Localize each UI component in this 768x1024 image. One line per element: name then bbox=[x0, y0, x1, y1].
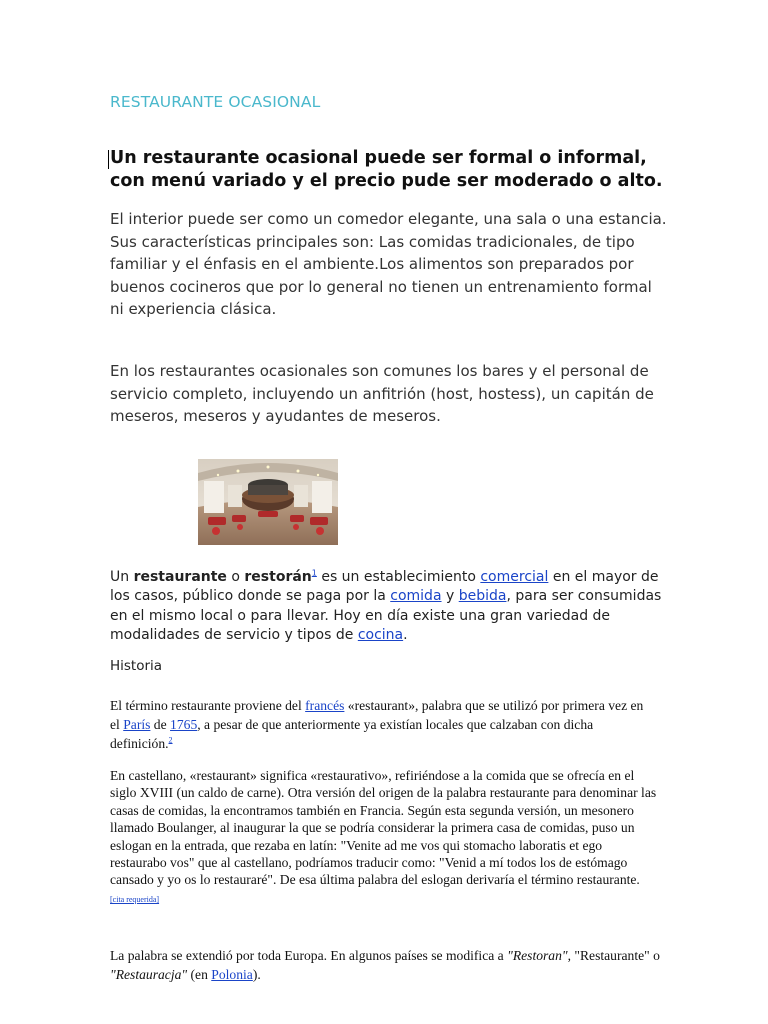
text-cursor bbox=[108, 150, 109, 169]
text-segment: (en bbox=[187, 967, 212, 982]
text-segment: El término restaurante proviene del bbox=[110, 698, 306, 713]
text-segment: Un bbox=[110, 569, 134, 585]
text-segment: y bbox=[441, 588, 459, 605]
paragraph-interior bbox=[110, 208, 670, 321]
link-bebida[interactable]: bebida bbox=[458, 588, 507, 605]
paragraph-interior-line1: El interior puede ser como un comedor elegante, una sala o una estancia. bbox=[110, 210, 667, 228]
link-paris[interactable]: París bbox=[123, 716, 151, 732]
text-segment: , para ser consumidas en el mismo local o para llevar. Hoy en día existe una gran variedad de modalidades de servicio y tipos de bbox=[110, 588, 662, 644]
bold-term-restaurante: restaurante bbox=[133, 569, 227, 585]
italic-restoran: "Restoran" bbox=[507, 948, 568, 963]
text-segment: La palabra se extendió por toda Europa. En algunos países se modifica a bbox=[110, 948, 508, 963]
paragraph-definicion bbox=[110, 568, 670, 646]
link-cocina[interactable]: cocina bbox=[357, 627, 404, 644]
restaurant-photo bbox=[198, 459, 338, 545]
paragraph-bares: En los restaurantes ocasionales son comunes los bares y el personal de servicio completo, incluyendo un anfitrión (host, hostess), un capitán de meseros, meseros y ayudantes de meseros. bbox=[110, 362, 654, 425]
paragraph-europa bbox=[110, 946, 660, 984]
text-segment: En castellano, «restaurant» significa «restaurativo», refiriéndose a la comida que se ofrecía en el siglo XVIII (un caldo de carne). Otra versión del origen de la palabra restaurante para denominar las casas de comidas, la encontramos también en Francia. Según esta segunda versión, un mesonero llamado Boulanger, al inaugurar la que se podría considerar la primera casa de comidas, puso un eslogan en la entrada, que rezaba en latín: "Venite ad me vos qui stomacho laboratis et ego restaurabo vos" que al castellano, podríamos traducir como: "Venid a mí todos los de estómago cansado y yo os lo restauraré". De esa última palabra del eslogan derivaría el término restaurante. bbox=[110, 768, 657, 888]
text-segment: de bbox=[150, 716, 171, 732]
link-comida[interactable]: comida bbox=[390, 588, 442, 605]
restaurant-interior-image bbox=[198, 459, 338, 545]
link-comercial[interactable]: comercial bbox=[480, 569, 549, 585]
link-1765[interactable]: 1765 bbox=[170, 716, 198, 732]
text-segment: , "Restaurante" o bbox=[567, 948, 660, 963]
paragraph-termino bbox=[110, 697, 650, 753]
text-segment: . bbox=[403, 627, 408, 644]
text-segment: o bbox=[226, 569, 245, 585]
section-heading-historia: Historia bbox=[110, 658, 163, 674]
link-frances[interactable]: francés bbox=[305, 698, 345, 713]
link-polonia[interactable]: Polonia bbox=[211, 967, 253, 982]
text-segment: «restaurant», palabra que se utilizó por primera vez en el bbox=[110, 698, 644, 732]
paragraph-interior-line2: Sus características principales son: Las comidas tradicionales, de tipo familiar y el énfasis en el ambiente.Los alimentos son preparados por buenos cocineros que por lo general no tienen un entrenamiento formal ni experiencia clásica. bbox=[110, 232, 652, 318]
text-segment: , a pesar de que anteriormente ya existían locales que calzaban con dicha definición. bbox=[110, 716, 594, 751]
cita-requerida-link[interactable]: [cita requerida] bbox=[110, 894, 160, 904]
text-segment: ). bbox=[252, 967, 261, 982]
text-segment: en el mayor de los casos, público donde se paga por la bbox=[110, 569, 659, 605]
italic-restauracja: "Restauracja" bbox=[110, 967, 188, 982]
paragraph-castellano bbox=[110, 767, 660, 908]
footnote-link-1[interactable]: 1 bbox=[311, 568, 317, 578]
page-title: RESTAURANTE OCASIONAL bbox=[110, 93, 321, 111]
text-segment: es un establecimiento bbox=[316, 569, 481, 585]
bold-term-restoran: restorán bbox=[244, 569, 312, 585]
footnote-link-2[interactable]: 2 bbox=[168, 735, 173, 745]
lead-paragraph: Un restaurante ocasional puede ser formal o informal, con menú variado y el precio pude ser moderado o alto. bbox=[110, 148, 663, 191]
